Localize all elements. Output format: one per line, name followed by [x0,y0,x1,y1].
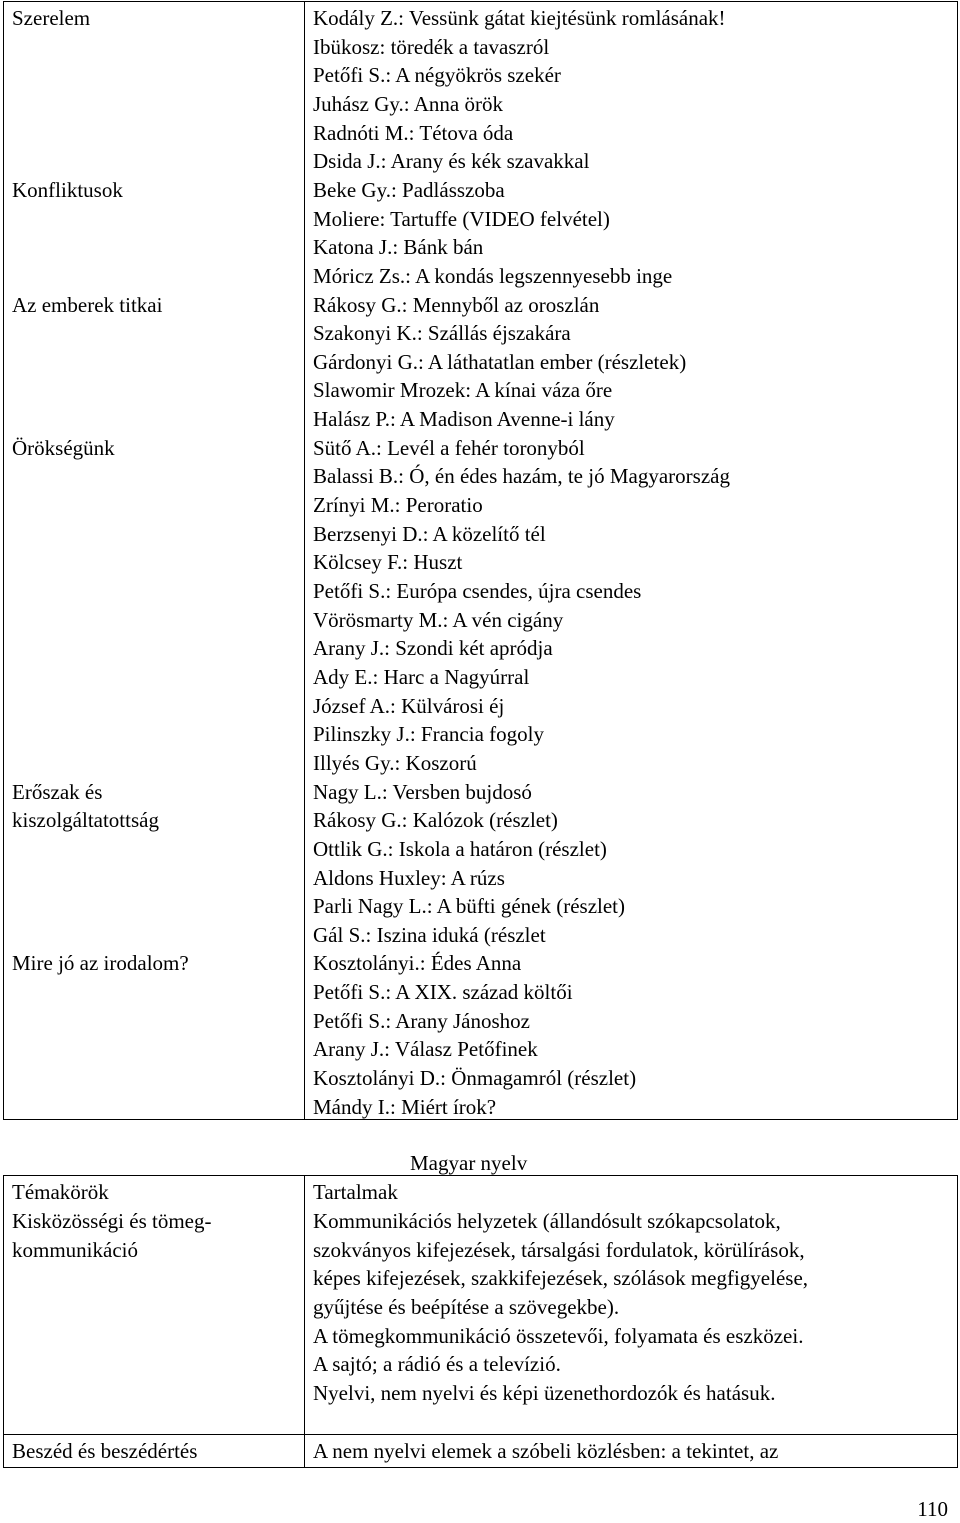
content-cell-line: képes kifejezések, szakkifejezések, szólások megfigyelése, [313,1266,809,1290]
theme-label: Örökségünk [12,435,115,460]
work-title: Katona J.: Bánk bán [313,235,484,260]
theme-label: kiszolgáltatottság [12,808,159,833]
work-title: Petőfi S.: A XIX. század költői [313,980,573,1005]
theme-label: Az emberek titkai [12,292,163,317]
work-title: Arany J.: Válasz Petőfinek [313,1037,538,1062]
work-title: Gál S.: Iszina iduká (részlet [313,922,546,947]
work-title: Illyés Gy.: Koszorú [313,750,477,775]
language-table-divider [304,1175,305,1468]
topic-cell-line: Kisközösségi és tömeg- [12,1209,212,1233]
work-title: Rákosy G.: Mennyből az oroszlán [313,292,600,317]
work-title: Kosztolányi D.: Önmagamról (részlet) [313,1066,637,1091]
work-title: Arany J.: Szondi két apródja [313,636,553,661]
work-title: Vörösmarty M.: A vén cigány [313,607,564,632]
content-cell-line: A sajtó; a rádió és a televízió. [313,1352,561,1376]
work-title: Ibükosz: töredék a tavaszról [313,34,550,59]
work-title: Nagy L.: Versben bujdosó [313,779,532,804]
theme-label: Erőszak és [12,779,103,804]
work-title: Zrínyi M.: Peroratio [313,493,483,518]
work-title: Kölcsey F.: Huszt [313,550,463,575]
work-title: Ottlik G.: Iskola a határon (részlet) [313,836,607,861]
work-title: Petőfi S.: Európa csendes, újra csendes [313,579,642,603]
topic-cell-line: Beszéd és beszédértés [12,1439,198,1463]
content-cell-line: gyűjtése és beépítése a szövegekbe). [313,1295,620,1319]
work-title: Petőfi S.: Arany Jánoshoz [313,1008,530,1033]
table-header-topics: Témakörök [12,1180,109,1204]
work-title: Balassi B.: Ó, én édes hazám, te jó Magyarország [313,464,730,489]
work-title: Slawomir Mrozek: A kínai váza őre [313,378,613,403]
content-cell-line: A nem nyelvi elemek a szóbeli közlésben: a tekintet, az [313,1439,779,1463]
work-title: Aldons Huxley: A rúzs [313,865,505,890]
work-title: Beke Gy.: Padlásszoba [313,177,505,202]
work-title: Halász P.: A Madison Avenne-i lány [313,407,615,432]
work-title: Parli Nagy L.: A büfti gének (részlet) [313,894,625,919]
content-cell-line: A tömegkommunikáció összetevői, folyamata és eszközei. [313,1324,804,1348]
work-title: Kosztolányi.: Édes Anna [313,951,522,976]
work-title: Radnóti M.: Tétova óda [313,120,514,145]
work-title: Dsida J.: Arany és kék szavakkal [313,149,590,174]
table-header-contents: Tartalmak [313,1180,398,1204]
section-title: Magyar nyelv [410,1151,528,1175]
work-title: Moliere: Tartuffe (VIDEO felvétel) [313,206,610,231]
work-title: Ady E.: Harc a Nagyúrral [313,664,530,689]
work-title: Szakonyi K.: Szállás éjszakára [313,321,571,346]
theme-label: Konfliktusok [12,177,123,202]
literature-table-divider [304,1,305,1120]
work-title: Gárdonyi G.: A láthatatlan ember (részletek) [313,349,687,374]
theme-label: Szerelem [12,6,91,30]
work-title: Petőfi S.: A négyökrös szekér [313,63,561,88]
page-number: 110 [917,1497,948,1521]
work-title: Mándy I.: Miért írok? [313,1094,497,1119]
content-cell-line: szokványos kifejezések, társalgási fordulatok, körülírások, [313,1238,805,1262]
work-title: Kodály Z.: Vessünk gátat kiejtésünk romlásának! [313,6,726,30]
theme-label: Mire jó az irodalom? [12,951,189,976]
content-cell-line: Kommunikációs helyzetek (állandósult szókapcsolatok, [313,1209,781,1233]
work-title: Pilinszky J.: Francia fogoly [313,722,544,747]
work-title: Rákosy G.: Kalózok (részlet) [313,808,558,833]
work-title: Móricz Zs.: A kondás legszennyesebb inge [313,263,673,288]
content-cell-line: Nyelvi, nem nyelvi és képi üzenethordozók és hatásuk. [313,1381,776,1405]
work-title: Berzsenyi D.: A közelítő tél [313,521,546,546]
work-title: Juhász Gy.: Anna örök [313,91,503,116]
topic-cell-line: kommunikáció [12,1238,138,1262]
work-title: József A.: Külvárosi éj [313,693,505,718]
work-title: Sütő A.: Levél a fehér toronyból [313,435,585,460]
